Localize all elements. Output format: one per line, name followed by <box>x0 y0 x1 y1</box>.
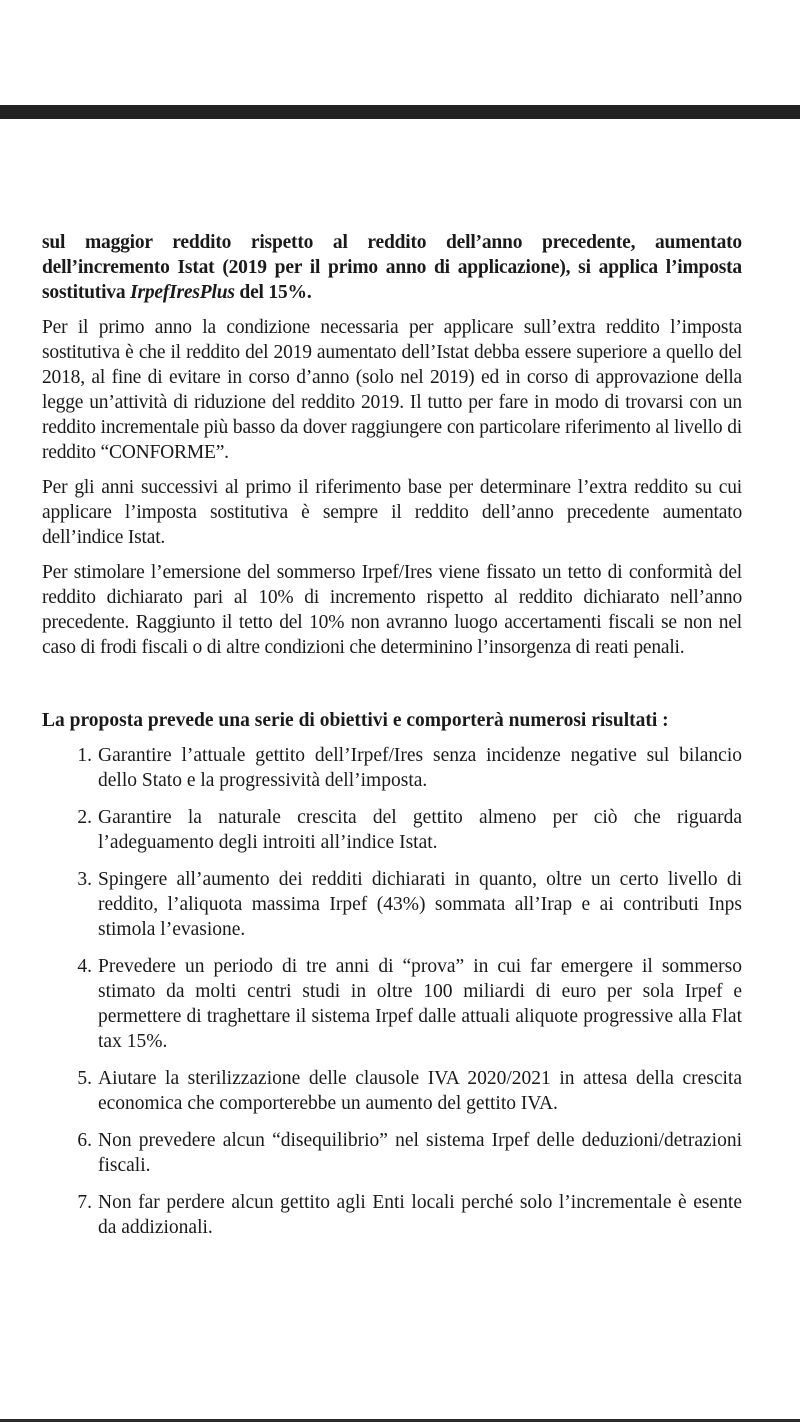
top-frame-bar <box>0 105 800 119</box>
list-item <box>42 954 742 1054</box>
intro-text-part2: del 15%. <box>234 282 312 303</box>
list-item <box>42 1190 742 1240</box>
list-item-number: 3. <box>77 869 92 890</box>
list-item-number: 7. <box>77 1192 92 1213</box>
intro-paragraph <box>42 230 742 305</box>
list-item-text: Non prevedere alcun “disequilibrio” nel sistema Irpef delle deduzioni/detrazioni fiscali. <box>98 1130 742 1176</box>
list-item-text: Aiutare la sterilizzazione delle clausole IVA 2020/2021 in attesa della crescita economica che comporterebbe un aumento del gettito IVA. <box>98 1068 742 1114</box>
list-item-number: 2. <box>77 807 92 828</box>
list-item-number: 6. <box>77 1130 92 1151</box>
paragraph-following-years: Per gli anni successivi al primo il riferimento base per determinare l’extra reddito su cui applicare l’imposta sostitutiva è sempre il reddito dell’anno precedente aumentato dell’indice Istat. <box>42 477 742 548</box>
list-item-text: Prevedere un periodo di tre anni di “prova” in cui far emergere il sommerso stimato da molti centri studi in oltre 100 miliardi di euro per sola Irpef e permettere di traghettare il sistema Irpef dalle attuali aliquote progressive alla Flat tax 15%. <box>98 956 742 1052</box>
list-item-text: Garantire la naturale crescita del gettito almeno per ciò che riguarda l’adeguamento degli introiti all’indice Istat. <box>98 807 742 853</box>
list-item-text: Non far perdere alcun gettito agli Enti locali perché solo l’incrementale è esente da addizionali. <box>98 1192 742 1238</box>
list-item <box>42 1128 742 1178</box>
objectives-list <box>42 743 742 1240</box>
list-item <box>42 743 742 793</box>
intro-text-part1: sul maggior reddito rispetto al reddito dell’anno precedente, aumentato dell’incremento Istat (2019 per il primo anno di applicazione), si applica l’imposta sostitutiva <box>42 232 742 303</box>
list-item-number: 4. <box>77 956 92 977</box>
list-item-text: Spingere all’aumento dei redditi dichiarati in quanto, oltre un certo livello di reddito, l’aliquota massima Irpef (43%) sommata all’Irap e ai contributi Inps stimola l’evasione. <box>98 869 742 940</box>
list-heading: La proposta prevede una serie di obiettivi e comporterà numerosi risultati : <box>42 710 669 731</box>
paragraph-conformity: Per stimolare l’emersione del sommerso Irpef/Ires viene fissato un tetto di conformità del reddito dichiarato pari al 10% di incremento rispetto al reddito dichiarato nell’anno precedente. Raggiunto il tetto del 10% non avranno luogo accertamenti fiscali se non nel caso di frodi fiscali o di altre condizioni che determinino l’insorgenza di reati penali. <box>42 562 742 658</box>
list-item <box>42 1066 742 1116</box>
intro-italic-term: IrpefIresPlus <box>130 282 235 303</box>
paragraph-first-year: Per il primo anno la condizione necessaria per applicare sull’extra reddito l’imposta sostitutiva è che il reddito del 2019 aumentato dell’Istat debba essere superiore a quello del 2018, al fine di evitare in corso d’anno (solo nel 2019) ed in corso di approvazione della legge un’attività di riduzione del reddito 2019. Il tutto per fare in modo di trovarsi con un reddito incrementale più basso da dover raggiungere con particolare riferimento al livello di reddito “CONFORME”. <box>42 317 742 463</box>
document-page <box>42 230 742 1252</box>
list-item <box>42 805 742 855</box>
list-item-number: 5. <box>77 1068 92 1089</box>
list-item-text: Garantire l’attuale gettito dell’Irpef/Ires senza incidenze negative sul bilancio dello Stato e la progressività dell’imposta. <box>98 745 742 791</box>
list-item <box>42 867 742 942</box>
list-item-number: 1. <box>77 745 92 766</box>
